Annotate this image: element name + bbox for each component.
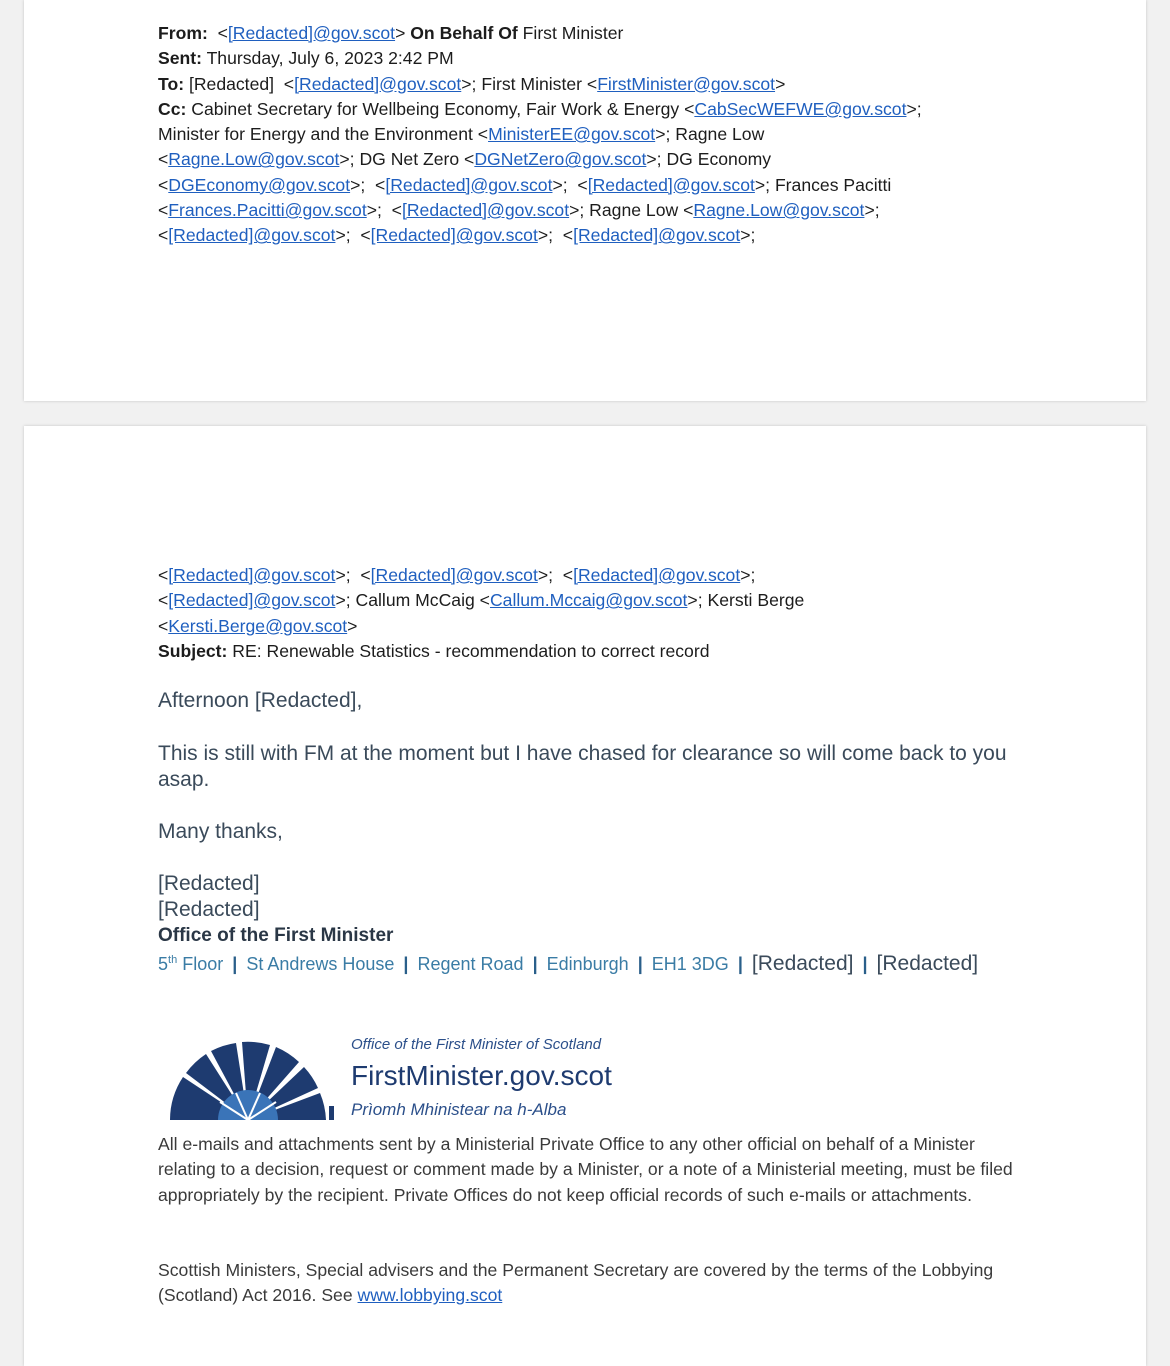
from-line: From: <[Redacted]@gov.scot> On Behalf Of First Minister — [158, 23, 624, 43]
greeting: Afternoon [Redacted], — [158, 689, 363, 712]
address-building: St Andrews House — [246, 954, 395, 974]
cc-cont-line-2: <[Redacted]@gov.scot>; Callum McCaig <Callum.Mccaig@gov.scot>; Kersti Berge — [158, 590, 805, 611]
from-email-link[interactable]: [Redacted]@gov.scot — [227, 23, 396, 43]
cc-line-2: Minister for Energy and the Environment <MinisterEE@gov.scot>; Ragne Low — [158, 124, 765, 145]
cc-cont-email-link-4[interactable]: [Redacted]@gov.scot — [168, 590, 336, 611]
sunburst-emblem-icon — [166, 1032, 341, 1124]
lobbying-text: Scottish Ministers, Special advisers and the Permanent Secretary are covered by the terms of the Lobbying (Scotland) Act 2016. See — [158, 1260, 994, 1306]
cc-cont-email-link-3[interactable]: [Redacted]@gov.scot — [573, 565, 741, 585]
signature-phone: [Redacted] — [751, 952, 854, 975]
address-postcode: EH1 3DG — [651, 954, 729, 974]
cc-name-3: Ragne Low — [675, 124, 765, 145]
message-text: This is still with FM at the moment but I have chased for clearance so will come back to you asap. — [158, 742, 1007, 791]
cc-email-link-4[interactable]: DGNetZero@gov.scot — [474, 149, 647, 170]
cc-line-5: <Frances.Pacitti@gov.scot>; <[Redacted]@gov.scot>; Ragne Low <Ragne.Low@gov.scot>; — [158, 200, 880, 221]
to-name-2: First Minister — [481, 73, 583, 94]
cc-email-link-2[interactable]: MinisterEE@gov.scot — [488, 124, 656, 145]
cc-cont-line-3: <Kersti.Berge@gov.scot> — [158, 615, 358, 636]
logo-gaelic-name: Prìomh Mhinistear na h-Alba — [351, 1100, 567, 1119]
cc-email-link-11[interactable]: [Redacted]@gov.scot — [168, 225, 336, 246]
cc-label: Cc: — [158, 98, 187, 119]
email-body — [158, 688, 1038, 923]
sent-line — [158, 46, 1018, 71]
document-page-1 — [24, 0, 1146, 401]
address-floor-number: 5 — [158, 954, 169, 974]
cc-email-link-13[interactable]: [Redacted]@gov.scot — [573, 225, 741, 246]
cc-email-link-6[interactable]: [Redacted]@gov.scot — [385, 174, 553, 195]
email-header-continued — [158, 563, 1018, 664]
cc-name-1: Cabinet Secretary for Wellbeing Economy, Fair Work & Energy — [191, 98, 680, 119]
subject-line — [158, 639, 1018, 664]
cc-cont-line-1: <[Redacted]@gov.scot>; <[Redacted]@gov.scot>; <[Redacted]@gov.scot>; — [158, 565, 756, 585]
from-label: From: — [158, 23, 208, 43]
cc-name-10: Ragne Low — [589, 200, 679, 221]
cc-name-2: Minister for Energy and the Environment — [158, 124, 473, 145]
to-email-link-2[interactable]: FirstMinister@gov.scot — [597, 73, 776, 94]
lobbying-paragraph — [158, 1258, 1028, 1309]
cc-name-5: DG Economy — [666, 149, 772, 170]
cc-email-link-7[interactable]: [Redacted]@gov.scot — [587, 174, 755, 195]
on-behalf-name: First Minister — [522, 23, 624, 43]
disclaimer-paragraph: All e-mails and attachments sent by a Ministerial Private Office to any other official on behalf of a Minister relating to a decision, request or comment made by a Minister, or a note of a Ministerial meeting, must be filed appropriately by the recipient. Private Offices do not keep official records of such e-mails or attachments. — [158, 1134, 1013, 1205]
subject-value: RE: Renewable Statistics - recommendation to correct record — [232, 640, 710, 661]
document-page-2 — [24, 426, 1146, 1366]
to-line: To: [Redacted] <[Redacted]@gov.scot>; First Minister <FirstMinister@gov.scot> — [158, 73, 786, 94]
address-city: Edinburgh — [546, 954, 629, 974]
address-separator: | — [403, 954, 409, 974]
cc-email-link-1[interactable]: CabSecWEFWE@gov.scot — [694, 98, 907, 119]
cc-email-link-10[interactable]: Ragne.Low@gov.scot — [693, 200, 865, 221]
to-label: To: — [158, 73, 185, 94]
cc-email-link-8[interactable]: Frances.Pacitti@gov.scot — [168, 200, 367, 221]
to-name-1: [Redacted] — [188, 73, 275, 94]
sent-label: Sent: — [158, 48, 202, 69]
logo-site-name: FirstMinister.gov.scot — [351, 1060, 612, 1091]
address-separator: | — [737, 954, 743, 974]
email-header-block — [158, 21, 1018, 249]
cc-line-6: <[Redacted]@gov.scot>; <[Redacted]@gov.scot>; <[Redacted]@gov.scot>; — [158, 225, 756, 246]
cc-cont-email-link-5[interactable]: Callum.Mccaig@gov.scot — [489, 590, 688, 611]
address-floor-word: Floor — [182, 954, 224, 974]
address-road: Regent Road — [417, 954, 524, 974]
signature-office: Office of the First Minister — [158, 925, 394, 946]
signature-name-2: [Redacted] — [158, 898, 260, 921]
sent-value: Thursday, July 6, 2023 2:42 PM — [206, 48, 454, 69]
signature-email: [Redacted] — [876, 952, 979, 975]
on-behalf-label: On Behalf Of — [410, 23, 518, 43]
cc-email-link-3[interactable]: Ragne.Low@gov.scot — [168, 149, 340, 170]
address-floor-suffix: th — [168, 954, 178, 966]
cc-name-4: DG Net Zero — [359, 149, 460, 170]
cc-cont-email-link-6[interactable]: Kersti.Berge@gov.scot — [168, 615, 348, 636]
cc-email-link-12[interactable]: [Redacted]@gov.scot — [370, 225, 538, 246]
signature-address — [158, 952, 978, 976]
cc-cont-email-link-2[interactable]: [Redacted]@gov.scot — [370, 565, 538, 585]
cc-name-8: Frances Pacitti — [774, 174, 892, 195]
address-separator: | — [532, 954, 538, 974]
address-separator: | — [862, 954, 868, 974]
cc-line-1: Cc: Cabinet Secretary for Wellbeing Economy, Fair Work & Energy <CabSecWEFWE@gov.scot>; — [158, 98, 922, 119]
address-separator: | — [637, 954, 643, 974]
to-email-link-1[interactable]: [Redacted]@gov.scot — [294, 73, 462, 94]
cc-email-link-9[interactable]: [Redacted]@gov.scot — [401, 200, 570, 221]
cc-cont-name-5: Callum McCaig — [355, 590, 475, 611]
lobbying-link[interactable]: www.lobbying.scot — [357, 1285, 503, 1306]
cc-line-4: <DGEconomy@gov.scot>; <[Redacted]@gov.scot>; <[Redacted]@gov.scot>; Frances Pacitti — [158, 174, 892, 195]
cc-cont-name-6: Kersti Berge — [707, 590, 805, 611]
cc-line-3: <Ragne.Low@gov.scot>; DG Net Zero <DGNetZero@gov.scot>; DG Economy — [158, 149, 772, 170]
logo-tagline: Office of the First Minister of Scotland — [351, 1036, 602, 1053]
closing: Many thanks, — [158, 820, 283, 843]
cc-email-link-5[interactable]: DGEconomy@gov.scot — [168, 174, 351, 195]
first-minister-logo — [158, 1030, 678, 1122]
cc-cont-email-link-1[interactable]: [Redacted]@gov.scot — [168, 565, 336, 585]
subject-label: Subject: — [158, 640, 228, 661]
address-separator: | — [232, 954, 238, 974]
signature-name-1: [Redacted] — [158, 872, 260, 895]
